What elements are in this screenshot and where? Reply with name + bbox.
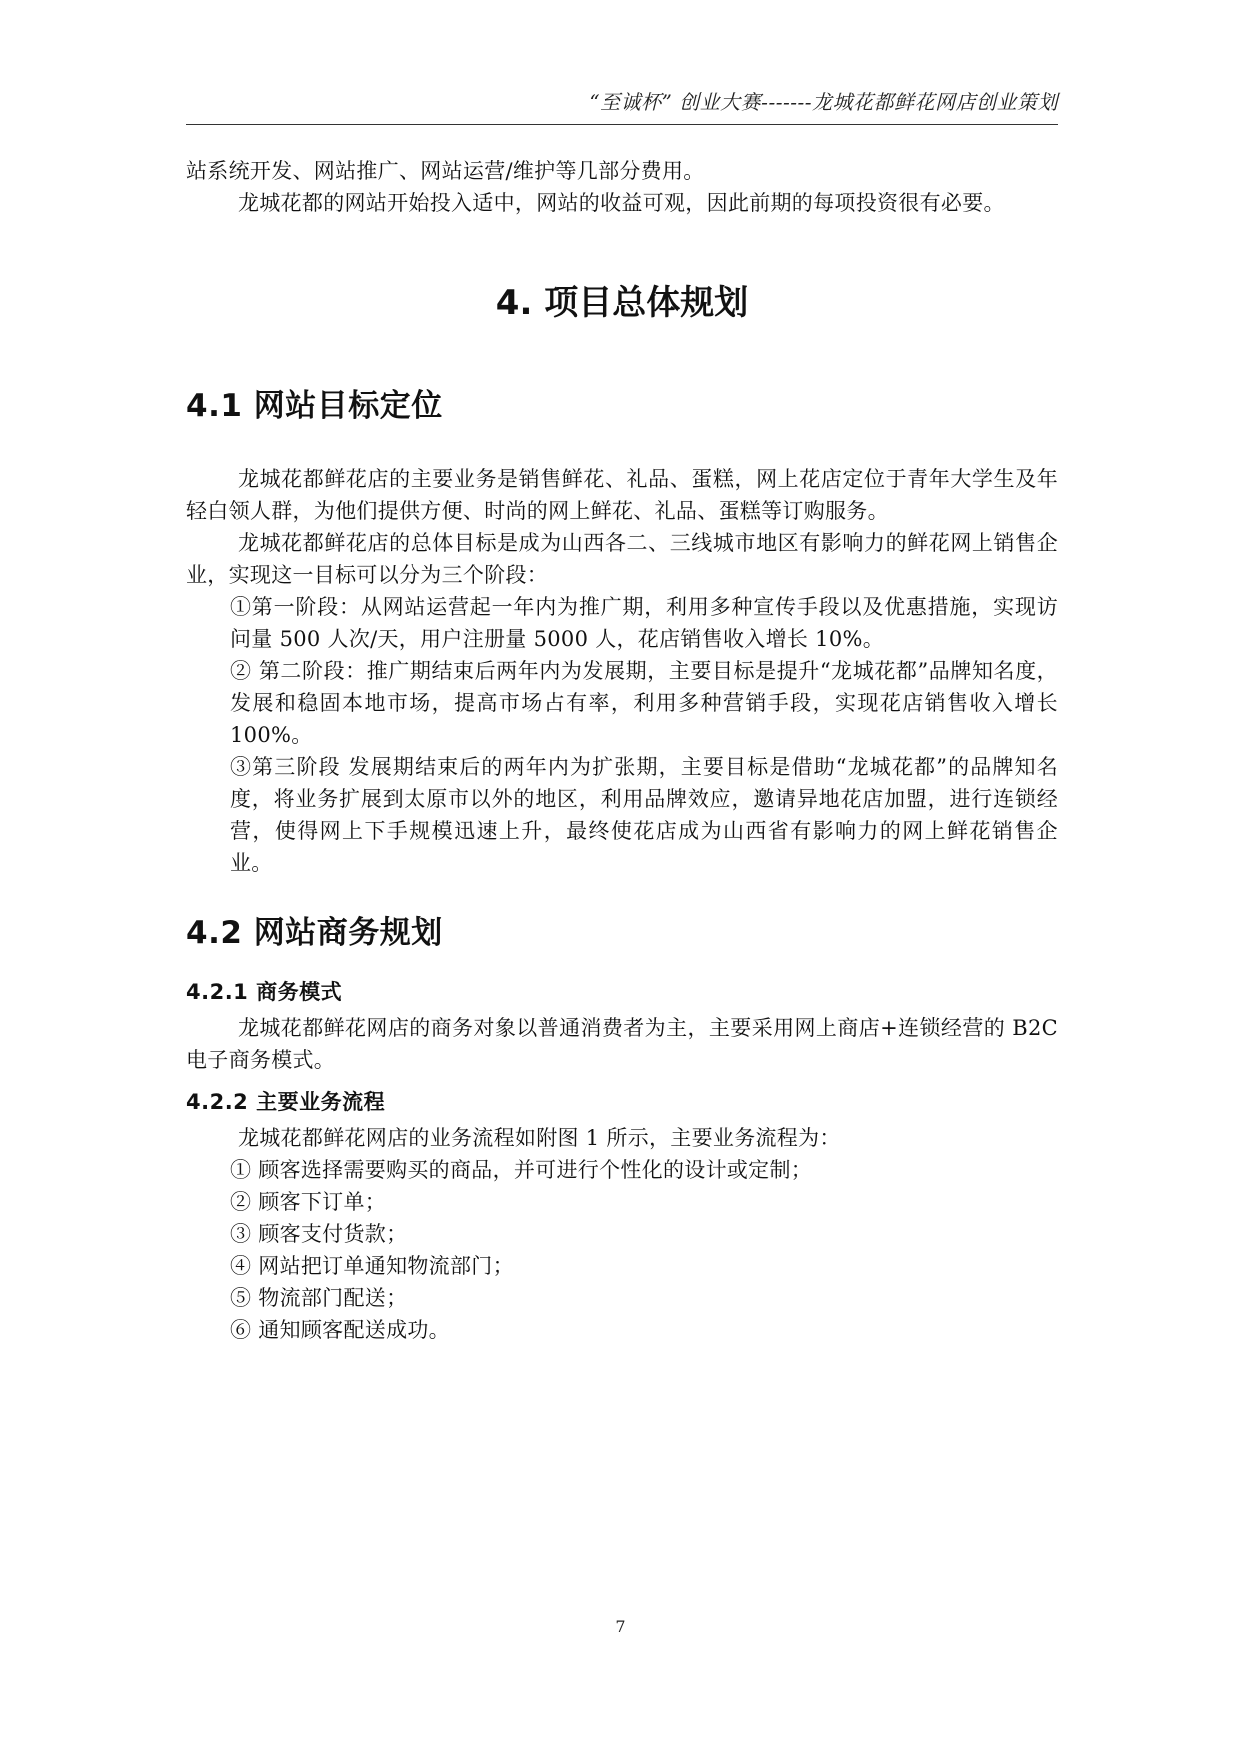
stage-2-item: ② 第二阶段：推广期结束后两年内为发展期，主要目标是提升“龙城花都”品牌知名度，发展和稳固本地市场，提高市场占有率，利用多种营销手段，实现花店销售收入增长 100%。 — [230, 659, 1058, 747]
section-4-1-heading: 4.1 网站目标定位 — [186, 388, 443, 424]
header-divider — [186, 124, 1058, 125]
subsection-4-2-1-heading: 4.2.1 商务模式 — [186, 980, 343, 1004]
page-content — [186, 155, 1058, 1346]
section-4-2-heading: 4.2 网站商务规划 — [186, 915, 443, 951]
section-4-1-paragraph-2: 龙城花都鲜花店的总体目标是成为山西各二、三线城市地区有影响力的鲜花网上销售企业，实现这一目标可以分为三个阶段： — [186, 531, 1058, 587]
running-header: “至诚杯” 创业大赛-------龙城花都鲜花网店创业策划 — [589, 90, 1058, 114]
process-step-5: ⑤ 物流部门配送； — [230, 1286, 408, 1310]
process-step-6: ⑥ 通知顾客配送成功。 — [230, 1318, 450, 1342]
chapter-title: 4. 项目总体规划 — [495, 283, 749, 323]
intro-paragraph-1: 站系统开发、网站推广、网站运营/维护等几部分费用。 — [186, 159, 705, 183]
section-4-1-paragraph-1: 龙城花都鲜花店的主要业务是销售鲜花、礼品、蛋糕，网上花店定位于青年大学生及年轻白领人群，为他们提供方便、时尚的网上鲜花、礼品、蛋糕等订购服务。 — [186, 467, 1058, 523]
process-step-3: ③ 顾客支付货款； — [230, 1222, 408, 1246]
subsection-4-2-2-paragraph: 龙城花都鲜花网店的业务流程如附图 1 所示，主要业务流程为： — [238, 1126, 841, 1150]
page-number: 7 — [615, 1617, 626, 1636]
process-step-2: ② 顾客下订单； — [230, 1190, 387, 1214]
intro-paragraph-2: 龙城花都的网站开始投入适中，网站的收益可观，因此前期的每项投资很有必要。 — [238, 191, 1005, 215]
process-step-1: ① 顾客选择需要购买的商品，并可进行个性化的设计或定制； — [230, 1158, 813, 1182]
subsection-4-2-1-paragraph: 龙城花都鲜花网店的商务对象以普通消费者为主，主要采用网上商店+连锁经营的 B2C 电子商务模式。 — [186, 1016, 1058, 1072]
subsection-4-2-2-heading: 4.2.2 主要业务流程 — [186, 1090, 386, 1114]
stage-1-item: ①第一阶段：从网站运营起一年内为推广期，利用多种宣传手段以及优惠措施，实现访问量 500 人次/天，用户注册量 5000 人，花店销售收入增长 10%。 — [230, 595, 1058, 651]
process-step-4: ④ 网站把订单通知物流部门； — [230, 1254, 514, 1278]
stage-3-item: ③第三阶段 发展期结束后的两年内为扩张期，主要目标是借助“龙城花都”的品牌知名度，将业务扩展到太原市以外的地区，利用品牌效应，邀请异地花店加盟，进行连锁经营，使得网上下手规模迅速上升，最终使花店成为山西省有影响力的网上鲜花销售企业。 — [230, 755, 1058, 875]
